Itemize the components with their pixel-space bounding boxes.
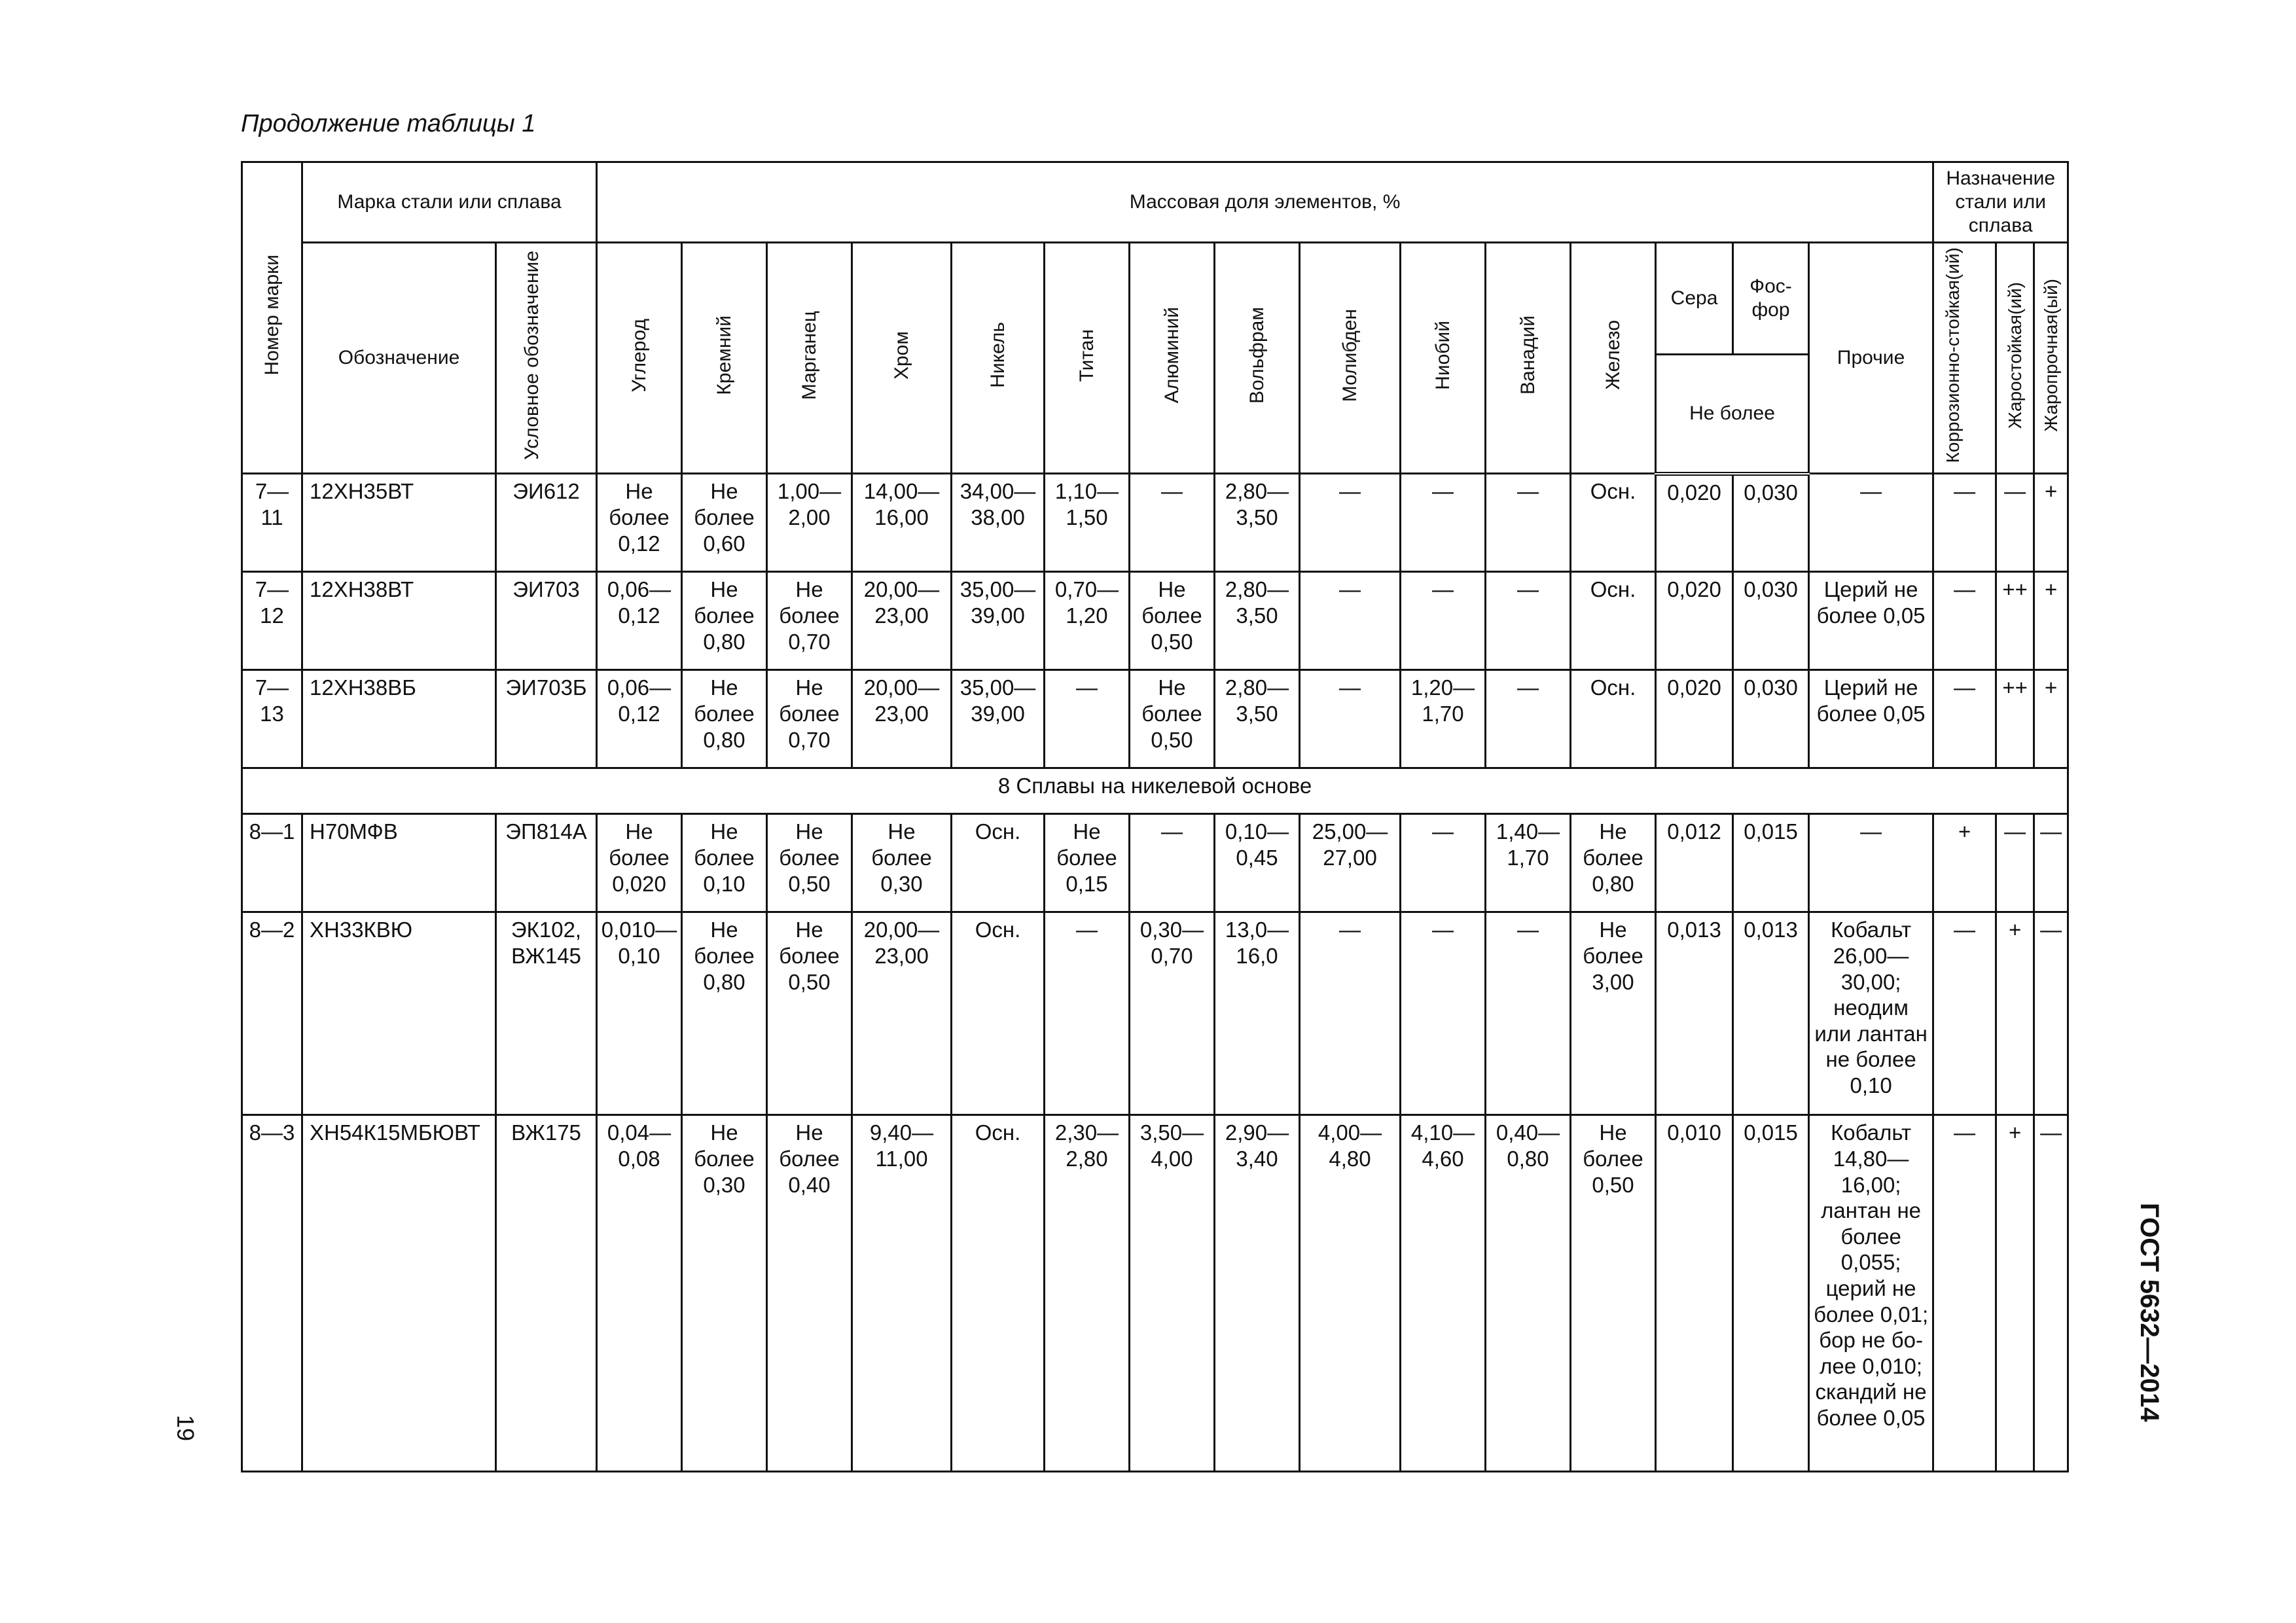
cell-nb: — bbox=[1401, 814, 1486, 912]
cell-corr: — bbox=[1933, 1115, 1996, 1472]
cell-nb: — bbox=[1401, 474, 1486, 572]
cell-cr: 20,00—23,00 bbox=[852, 912, 952, 1115]
cell-s: 0,020 bbox=[1656, 670, 1733, 768]
header-silicon: Кремний bbox=[682, 243, 767, 474]
cell-corr: — bbox=[1933, 572, 1996, 670]
cell-al: — bbox=[1130, 474, 1215, 572]
header-other: Прочие bbox=[1809, 243, 1933, 474]
cell-c: 0,04—0,08 bbox=[597, 1115, 682, 1472]
cell-p: 0,030 bbox=[1733, 670, 1809, 768]
cell-other: Церий не более 0,05 bbox=[1809, 572, 1933, 670]
cell-code: ЭИ703Б bbox=[496, 670, 597, 768]
document-code: ГОСТ 5632—2014 bbox=[2135, 1203, 2164, 1422]
cell-fe: Не более 0,50 bbox=[1571, 1115, 1656, 1472]
cell-v: 1,40—1,70 bbox=[1486, 814, 1571, 912]
header-sulfur: Сера bbox=[1656, 243, 1733, 355]
table-section bbox=[242, 768, 2068, 814]
cell-num: 8—2 bbox=[242, 912, 302, 1115]
cell-mo: 25,00—27,00 bbox=[1300, 814, 1401, 912]
cell-strength: — bbox=[2034, 912, 2068, 1115]
cell-ni: 35,00—39,00 bbox=[952, 670, 1045, 768]
cell-ni: Осн. bbox=[952, 1115, 1045, 1472]
cell-p: 0,015 bbox=[1733, 814, 1809, 912]
cell-s: 0,013 bbox=[1656, 912, 1733, 1115]
cell-strength: + bbox=[2034, 670, 2068, 768]
cell-p: 0,030 bbox=[1733, 572, 1809, 670]
cell-mn: Не более 0,40 bbox=[767, 1115, 852, 1472]
cell-num: 7—12 bbox=[242, 572, 302, 670]
header-designation: Обозначение bbox=[302, 243, 496, 474]
cell-other: Церий не более 0,05 bbox=[1809, 670, 1933, 768]
header-manganese: Марганец bbox=[767, 243, 852, 474]
cell-ti: — bbox=[1045, 670, 1130, 768]
cell-nb: 4,10—4,60 bbox=[1401, 1115, 1486, 1472]
cell-al: Не более 0,50 bbox=[1130, 670, 1215, 768]
cell-w: 2,80—3,50 bbox=[1215, 474, 1300, 572]
header-vanadium: Ванадий bbox=[1486, 243, 1571, 474]
cell-strength: — bbox=[2034, 1115, 2068, 1472]
cell-mark: ХН33КВЮ bbox=[302, 912, 496, 1115]
header-purpose-group: Назначение стали или сплава bbox=[1933, 162, 2068, 243]
cell-ni: Осн. bbox=[952, 912, 1045, 1115]
cell-code: ЭИ703 bbox=[496, 572, 597, 670]
cell-heat: ++ bbox=[1996, 572, 2034, 670]
cell-al: 3,50—4,00 bbox=[1130, 1115, 1215, 1472]
table-row bbox=[242, 912, 2068, 1115]
cell-code: ВЖ175 bbox=[496, 1115, 597, 1472]
cell-si: Не более 0,80 bbox=[682, 670, 767, 768]
cell-ti: 2,30—2,80 bbox=[1045, 1115, 1130, 1472]
cell-mn: Не более 0,70 bbox=[767, 572, 852, 670]
header-conditional: Условное обозначение bbox=[496, 243, 597, 474]
table-row bbox=[242, 814, 2068, 912]
cell-al: Не более 0,50 bbox=[1130, 572, 1215, 670]
cell-s: 0,020 bbox=[1656, 474, 1733, 572]
cell-corr: + bbox=[1933, 814, 1996, 912]
cell-fe: Осн. bbox=[1571, 474, 1656, 572]
header-number: Номер марки bbox=[242, 162, 302, 474]
table-caption: Продолжение таблицы 1 bbox=[241, 110, 536, 137]
cell-heat: + bbox=[1996, 1115, 2034, 1472]
cell-mn: 1,00—2,00 bbox=[767, 474, 852, 572]
cell-c: 0,06—0,12 bbox=[597, 670, 682, 768]
cell-code: ЭК102, ВЖ145 bbox=[496, 912, 597, 1115]
cell-c: Не более 0,020 bbox=[597, 814, 682, 912]
header-tungsten: Вольфрам bbox=[1215, 243, 1300, 474]
cell-s: 0,012 bbox=[1656, 814, 1733, 912]
cell-v: 0,40—0,80 bbox=[1486, 1115, 1571, 1472]
cell-other: — bbox=[1809, 814, 1933, 912]
cell-w: 2,80—3,50 bbox=[1215, 572, 1300, 670]
cell-cr: Не более 0,30 bbox=[852, 814, 952, 912]
table-row bbox=[242, 572, 2068, 670]
cell-code: ЭИ612 bbox=[496, 474, 597, 572]
header-molybdenum: Молибден bbox=[1300, 243, 1401, 474]
header-titanium: Титан bbox=[1045, 243, 1130, 474]
cell-num: 7—13 bbox=[242, 670, 302, 768]
table-body-alloys bbox=[242, 814, 2068, 1472]
cell-mark: 12ХН35ВТ bbox=[302, 474, 496, 572]
cell-w: 2,90—3,40 bbox=[1215, 1115, 1300, 1472]
table-body-steels bbox=[242, 474, 2068, 768]
cell-v: — bbox=[1486, 670, 1571, 768]
cell-nb: 1,20—1,70 bbox=[1401, 670, 1486, 768]
table-row bbox=[242, 670, 2068, 768]
header-chromium: Хром bbox=[852, 243, 952, 474]
cell-corr: — bbox=[1933, 912, 1996, 1115]
cell-code: ЭП814А bbox=[496, 814, 597, 912]
cell-heat: — bbox=[1996, 814, 2034, 912]
cell-mark: ХН54К15МБЮВТ bbox=[302, 1115, 496, 1472]
cell-fe: Не более 0,80 bbox=[1571, 814, 1656, 912]
cell-heat: + bbox=[1996, 912, 2034, 1115]
header-phosphorus: Фос-фор bbox=[1733, 243, 1809, 355]
header-nickel: Никель bbox=[952, 243, 1045, 474]
cell-w: 13,0—16,0 bbox=[1215, 912, 1300, 1115]
cell-num: 7—11 bbox=[242, 474, 302, 572]
cell-nb: — bbox=[1401, 912, 1486, 1115]
cell-si: Не более 0,60 bbox=[682, 474, 767, 572]
cell-other: — bbox=[1809, 474, 1933, 572]
cell-corr: — bbox=[1933, 670, 1996, 768]
cell-ti: 0,70—1,20 bbox=[1045, 572, 1130, 670]
cell-fe: Осн. bbox=[1571, 670, 1656, 768]
cell-fe: Не более 3,00 bbox=[1571, 912, 1656, 1115]
table-row bbox=[242, 1115, 2068, 1472]
cell-w: 0,10—0,45 bbox=[1215, 814, 1300, 912]
cell-mark: 12ХН38ВБ bbox=[302, 670, 496, 768]
cell-other: Кобальт 14,80—16,00; лантан не более 0,055; церий не более 0,01; бор не бо-лее 0,010; скандий не более 0,05 bbox=[1809, 1115, 1933, 1472]
cell-ti: — bbox=[1045, 912, 1130, 1115]
cell-cr: 14,00—16,00 bbox=[852, 474, 952, 572]
cell-heat: — bbox=[1996, 474, 2034, 572]
header-heat-resistant: Жаростойкая(ий) bbox=[1996, 243, 2034, 474]
cell-heat: ++ bbox=[1996, 670, 2034, 768]
cell-ni: Осн. bbox=[952, 814, 1045, 912]
cell-cr: 20,00—23,00 bbox=[852, 670, 952, 768]
cell-v: — bbox=[1486, 912, 1571, 1115]
cell-mn: Не более 0,70 bbox=[767, 670, 852, 768]
cell-s: 0,010 bbox=[1656, 1115, 1733, 1472]
header-carbon: Углерод bbox=[597, 243, 682, 474]
cell-strength: + bbox=[2034, 572, 2068, 670]
cell-w: 2,80—3,50 bbox=[1215, 670, 1300, 768]
cell-ti: Не более 0,15 bbox=[1045, 814, 1130, 912]
cell-nb: — bbox=[1401, 572, 1486, 670]
cell-ni: 35,00—39,00 bbox=[952, 572, 1045, 670]
cell-corr: — bbox=[1933, 474, 1996, 572]
cell-mo: — bbox=[1300, 572, 1401, 670]
header-aluminum: Алюминий bbox=[1130, 243, 1215, 474]
cell-si: Не более 0,30 bbox=[682, 1115, 767, 1472]
cell-si: Не более 0,80 bbox=[682, 572, 767, 670]
cell-other: Кобальт 26,00—30,00; неодим или лантан не более 0,10 bbox=[1809, 912, 1933, 1115]
header-mark-group: Марка стали или сплава bbox=[302, 162, 597, 243]
cell-p: 0,030 bbox=[1733, 474, 1809, 572]
cell-mo: — bbox=[1300, 912, 1401, 1115]
cell-si: Не более 0,10 bbox=[682, 814, 767, 912]
cell-mark: 12ХН38ВТ bbox=[302, 572, 496, 670]
header-iron: Железо bbox=[1571, 243, 1656, 474]
cell-p: 0,015 bbox=[1733, 1115, 1809, 1472]
cell-si: Не более 0,80 bbox=[682, 912, 767, 1115]
cell-c: 0,06—0,12 bbox=[597, 572, 682, 670]
cell-ni: 34,00—38,00 bbox=[952, 474, 1045, 572]
header-mass-group: Массовая доля элементов, % bbox=[597, 162, 1933, 243]
cell-v: — bbox=[1486, 572, 1571, 670]
section-title: 8 Сплавы на никелевой основе bbox=[242, 768, 2068, 814]
cell-v: — bbox=[1486, 474, 1571, 572]
cell-mn: Не более 0,50 bbox=[767, 912, 852, 1115]
cell-strength: + bbox=[2034, 474, 2068, 572]
header-not-more: Не более bbox=[1656, 354, 1809, 474]
page-number: 19 bbox=[172, 1415, 199, 1442]
cell-p: 0,013 bbox=[1733, 912, 1809, 1115]
cell-mo: 4,00—4,80 bbox=[1300, 1115, 1401, 1472]
header-heat-strength: Жаропрочная(ый) bbox=[2034, 243, 2068, 474]
header-niobium: Ниобий bbox=[1401, 243, 1486, 474]
cell-ti: 1,10—1,50 bbox=[1045, 474, 1130, 572]
cell-al: — bbox=[1130, 814, 1215, 912]
cell-al: 0,30—0,70 bbox=[1130, 912, 1215, 1115]
cell-num: 8—3 bbox=[242, 1115, 302, 1472]
cell-s: 0,020 bbox=[1656, 572, 1733, 670]
cell-num: 8—1 bbox=[242, 814, 302, 912]
composition-table bbox=[241, 161, 2069, 1472]
table-row bbox=[242, 474, 2068, 572]
cell-cr: 20,00—23,00 bbox=[852, 572, 952, 670]
cell-mo: — bbox=[1300, 670, 1401, 768]
cell-c: 0,010—0,10 bbox=[597, 912, 682, 1115]
cell-mn: Не более 0,50 bbox=[767, 814, 852, 912]
cell-cr: 9,40—11,00 bbox=[852, 1115, 952, 1472]
cell-c: Не более 0,12 bbox=[597, 474, 682, 572]
cell-fe: Осн. bbox=[1571, 572, 1656, 670]
cell-mo: — bbox=[1300, 474, 1401, 572]
cell-mark: Н70МФВ bbox=[302, 814, 496, 912]
header-corrosion: Коррозионно-стойкая(ий) bbox=[1933, 243, 1996, 474]
cell-strength: — bbox=[2034, 814, 2068, 912]
